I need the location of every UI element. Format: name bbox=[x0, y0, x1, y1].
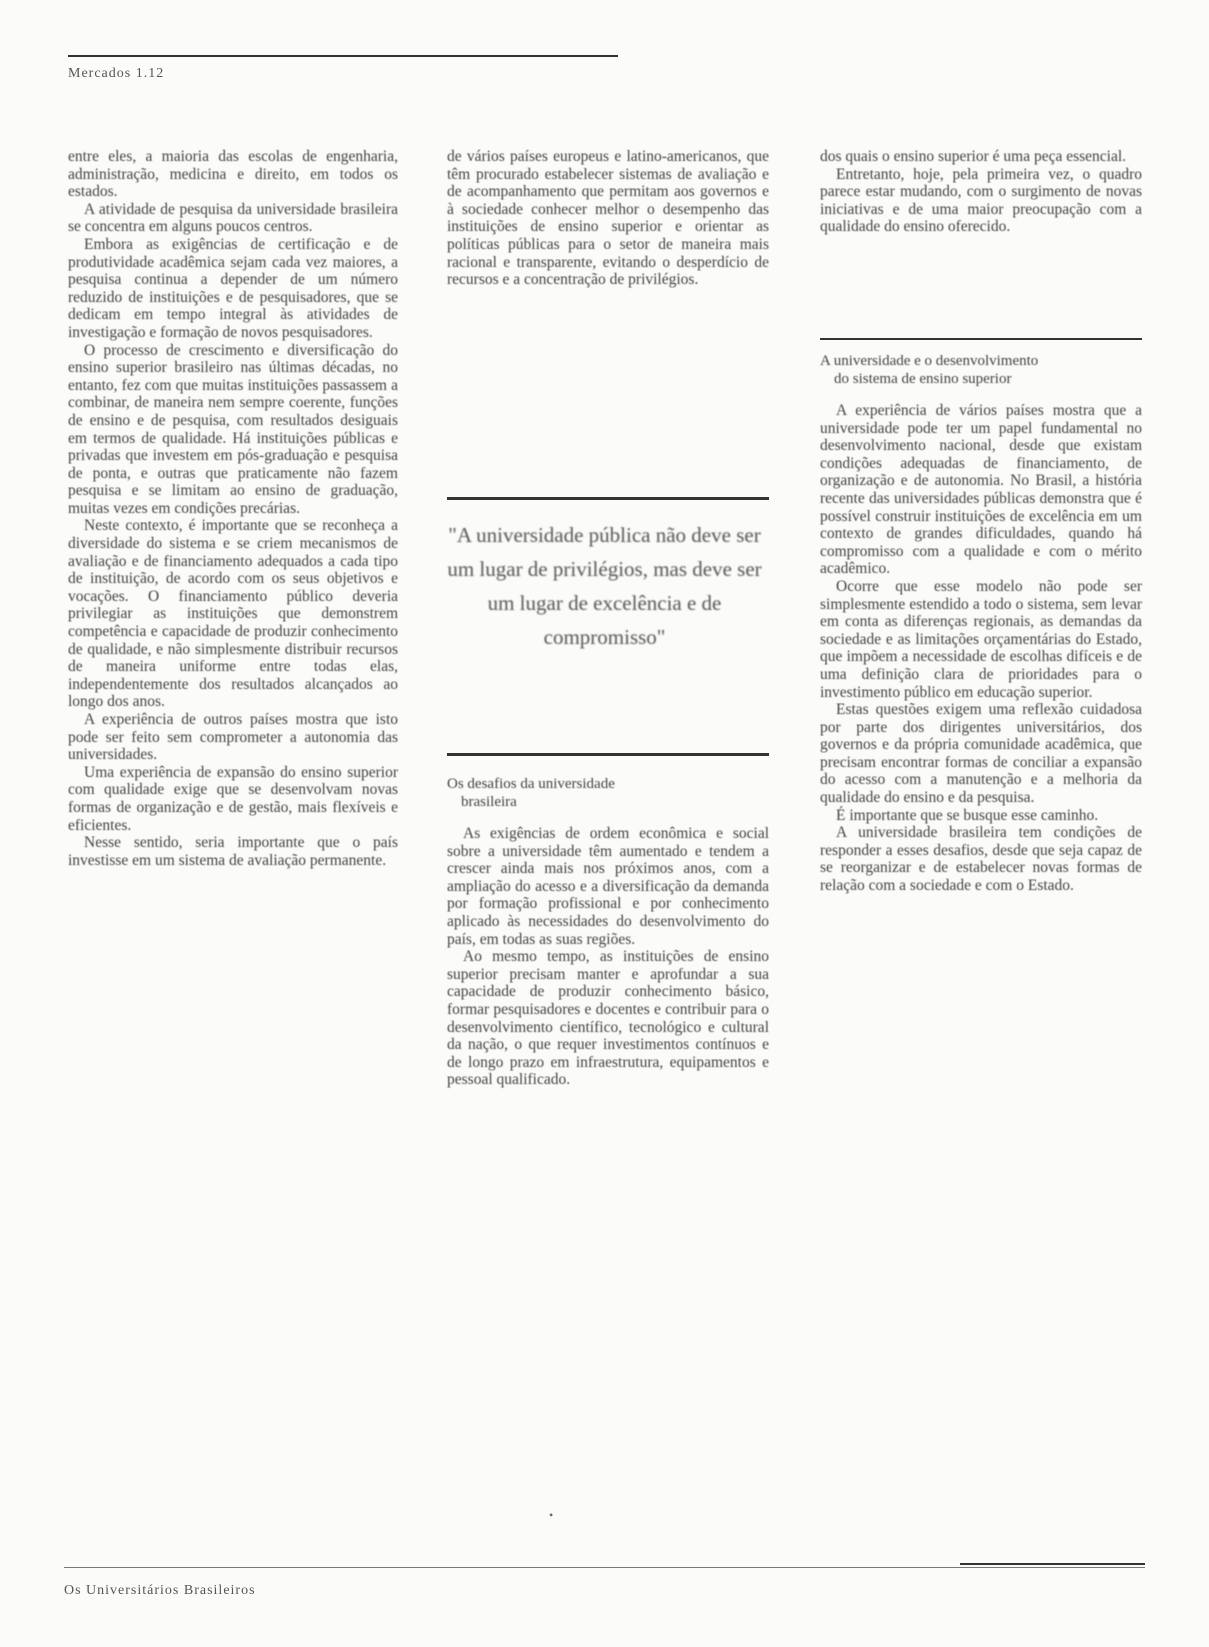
section-heading bbox=[820, 352, 1142, 388]
paragraph: Ocorre que esse modelo não pode ser simplesmente estendido a todo o sistema, sem levar em conta as diferenças regionais, as demandas da sociedade e as limitações orçamentárias do Estado, que impõem a necessidade de escolhas difíceis e de uma definição clara de prioridades para o investimento público em educação superior. bbox=[820, 577, 1142, 701]
paragraph: A experiência de outros países mostra que isto pode ser feito sem comprometer a autonomia das universidades. bbox=[68, 711, 398, 764]
text-column-3-upper bbox=[820, 148, 1142, 236]
paragraph: Embora as exigências de certificação e de produtividade acadêmica sejam cada vez maiores, a pesquisa continua a depender de um número reduzido de instituições e de pesquisadores, que se dedicam em tempo integral às atividades de investigação e formação de novos pesquisadores. bbox=[68, 235, 398, 341]
footer-accent-rule bbox=[960, 1563, 1145, 1565]
footer-credit: Os Universitários Brasileiros bbox=[64, 1583, 256, 1598]
pull-quote: "A universidade pública não deve ser um lugar de privilégios, mas deve ser um lugar de excelência e de compromisso" bbox=[447, 523, 762, 649]
pullquote-top-rule bbox=[447, 497, 769, 500]
paragraph: A atividade de pesquisa da universidade brasileira se concentra em alguns poucos centros. bbox=[68, 200, 398, 236]
paragraph: Entretanto, hoje, pela primeira vez, o quadro parece estar mudando, com o surgimento de novas iniciativas e de uma maior preocupação com a qualidade do ensino oferecido. bbox=[820, 165, 1142, 236]
paragraph: A universidade brasileira tem condições de responder a esses desafios, desde que seja capaz de se reorganizar e de estabelecer novas formas de relação com a sociedade e com o Estado. bbox=[820, 824, 1142, 895]
running-head: Mercados 1.12 bbox=[68, 66, 165, 81]
text-column-2-upper bbox=[447, 148, 769, 289]
paragraph: O processo de crescimento e diversificação do ensino superior brasileiro nas últimas décadas, no entanto, fez com que muitas instituições passassem a combinar, de maneira nem sempre coerente, funções de ensino e de pesquisa, com resultados desiguais em termos de qualidade. Há instituições públicas e privadas que investem em pós-graduação e pesquisa de ponta, e outras que praticamente não fazem pesquisa e se limitam ao ensino de graduação, muitas vezes em condições precárias. bbox=[68, 341, 398, 517]
section-heading-line2: do sistema de ensino superior bbox=[834, 371, 1012, 387]
text-column-3-lower bbox=[820, 352, 1142, 895]
text-column-1 bbox=[68, 148, 398, 869]
paragraph: Neste contexto, é importante que se reconheça a diversidade do sistema e se criem mecanismos de avaliação e de financiamento adequados a cada tipo de instituição, de acordo com os seus objetivos e vocações. O financiamento público deveria privilegiar as instituições que demonstrem competência e capacidade de produzir conhecimento de qualidade, e não simplesmente distribuir recursos de maneira uniforme entre todas elas, independentemente dos resultados alcançados ao longo dos anos. bbox=[68, 517, 398, 711]
paragraph: Uma experiência de expansão do ensino superior com qualidade exige que se desenvolvam novas formas de organização e de gestão, mais flexíveis e eficientes. bbox=[68, 763, 398, 834]
paragraph: Ao mesmo tempo, as instituições de ensino superior precisam manter e aprofundar a sua capacidade de produzir conhecimento básico, formar pesquisadores e docentes e contribuir para o desenvolvimento científico, tecnológico e cultural da nação, o que requer investimentos contínuos e de longo prazo em infraestrutura, equipamentos e pessoal qualificado. bbox=[447, 948, 769, 1089]
paragraph: Estas questões exigem uma reflexão cuidadosa por parte dos dirigentes universitários, dos governos e da própria comunidade acadêmica, que precisam encontrar formas de conciliar a expansão do acesso com a manutenção e a melhoria da qualidade do ensino e da pesquisa. bbox=[820, 701, 1142, 807]
paragraph: de vários países europeus e latino-americanos, que têm procurado estabelecer sistemas de avaliação e de acompanhamento que permitam aos governos e à sociedade conhecer melhor o desempenho das instituições de ensino superior e orientar as políticas públicas para o setor de maneira mais racional e transparente, evitando o desperdício de recursos e a concentração de privilégios. bbox=[447, 148, 769, 289]
paragraph: dos quais o ensino superior é uma peça essencial. bbox=[820, 148, 1127, 165]
text-column-2-lower bbox=[447, 775, 769, 1089]
paragraph: As exigências de ordem econômica e social sobre a universidade têm aumentado e tendem a crescer ainda mais nos próximos anos, com a ampliação do acesso e a diversificação da demanda por formação profissional e por conhecimento aplicado às necessidades do desenvolvimento do país, em todas as suas regiões. bbox=[447, 825, 769, 948]
section-heading-line1: A universidade e o desenvolvimento bbox=[820, 353, 1039, 369]
footer-rule bbox=[64, 1567, 1145, 1568]
pullquote-bottom-rule bbox=[447, 753, 769, 756]
paragraph: entre eles, a maioria das escolas de engenharia, administração, medicina e direito, em todos os estados. bbox=[68, 148, 398, 201]
col3-section-rule bbox=[820, 338, 1142, 340]
page-mark: • bbox=[549, 1508, 554, 1522]
paragraph: Nesse sentido, seria importante que o país investisse em um sistema de avaliação permanente. bbox=[68, 834, 398, 869]
header-rule bbox=[68, 55, 618, 57]
section-heading-line1: Os desafios da universidade bbox=[447, 776, 615, 792]
paragraph: A experiência de vários países mostra que a universidade pode ter um papel fundamental no desenvolvimento nacional, desde que existam condições adequadas de financiamento, de organização e de autonomia. No Brasil, a história recente das universidades públicas demonstra que é possível construir instituições de excelência em um contexto de grandes dificuldades, quando há compromisso com a qualidade e com o mérito acadêmico. bbox=[820, 402, 1142, 578]
section-heading bbox=[447, 775, 769, 811]
paragraph: É importante que se busque esse caminho. bbox=[836, 806, 1099, 824]
section-heading-line2: brasileira bbox=[461, 794, 517, 810]
